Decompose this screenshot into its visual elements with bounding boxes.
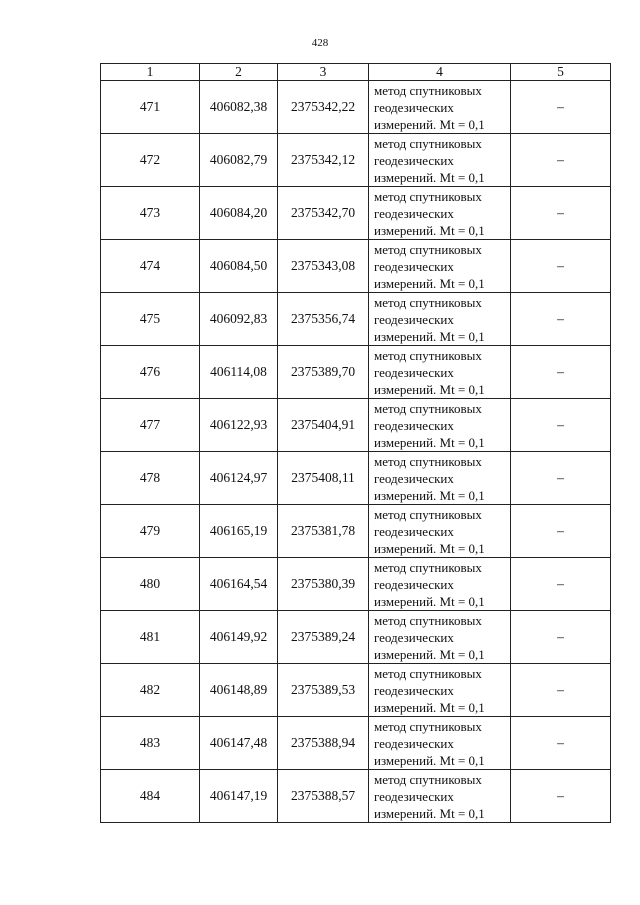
point-number-cell: 478 <box>101 452 200 505</box>
method-cell <box>369 240 511 293</box>
method-line-3: измерений. Mt = 0,1 <box>374 699 485 715</box>
method-line-1: метод спутниковых <box>374 188 482 204</box>
x-coordinate-cell: 406148,89 <box>200 664 278 717</box>
method-cell <box>369 399 511 452</box>
x-coordinate-cell: 406114,08 <box>200 346 278 399</box>
coordinates-table <box>100 63 611 823</box>
point-number-cell: 484 <box>101 770 200 823</box>
point-number-cell: 473 <box>101 187 200 240</box>
page-number: 428 <box>311 37 329 49</box>
header-col-1: 1 <box>101 64 200 81</box>
point-number-cell: 475 <box>101 293 200 346</box>
y-coordinate-cell: 2375380,39 <box>278 558 369 611</box>
method-line-3: измерений. Mt = 0,1 <box>374 646 485 662</box>
x-coordinate-cell: 406164,54 <box>200 558 278 611</box>
method-line-2: геодезических <box>374 417 454 433</box>
note-cell: – <box>511 717 611 770</box>
x-coordinate-cell: 406084,50 <box>200 240 278 293</box>
method-line-2: геодезических <box>374 152 454 168</box>
method-line-1: метод спутниковых <box>374 241 482 257</box>
table-row <box>101 240 611 293</box>
method-line-3: измерений. Mt = 0,1 <box>374 169 485 185</box>
y-coordinate-cell: 2375388,94 <box>278 717 369 770</box>
note-cell: – <box>511 505 611 558</box>
x-coordinate-cell: 406084,20 <box>200 187 278 240</box>
method-line-1: метод спутниковых <box>374 453 482 469</box>
point-number-cell: 482 <box>101 664 200 717</box>
method-cell <box>369 134 511 187</box>
point-number-cell: 479 <box>101 505 200 558</box>
method-line-1: метод спутниковых <box>374 718 482 734</box>
x-coordinate-cell: 406082,79 <box>200 134 278 187</box>
header-col-5: 5 <box>511 64 611 81</box>
method-line-1: метод спутниковых <box>374 506 482 522</box>
table-row <box>101 134 611 187</box>
point-number-cell: 481 <box>101 611 200 664</box>
method-line-2: геодезических <box>374 311 454 327</box>
method-line-1: метод спутниковых <box>374 665 482 681</box>
note-cell: – <box>511 346 611 399</box>
y-coordinate-cell: 2375342,70 <box>278 187 369 240</box>
method-cell <box>369 611 511 664</box>
note-cell: – <box>511 558 611 611</box>
y-coordinate-cell: 2375343,08 <box>278 240 369 293</box>
note-cell: – <box>511 611 611 664</box>
method-line-1: метод спутниковых <box>374 347 482 363</box>
method-cell <box>369 717 511 770</box>
method-line-2: геодезических <box>374 470 454 486</box>
method-line-3: измерений. Mt = 0,1 <box>374 540 485 556</box>
point-number-cell: 477 <box>101 399 200 452</box>
table-row <box>101 293 611 346</box>
method-line-1: метод спутниковых <box>374 771 482 787</box>
x-coordinate-cell: 406147,19 <box>200 770 278 823</box>
y-coordinate-cell: 2375388,57 <box>278 770 369 823</box>
y-coordinate-cell: 2375389,53 <box>278 664 369 717</box>
method-line-2: геодезических <box>374 99 454 115</box>
y-coordinate-cell: 2375356,74 <box>278 293 369 346</box>
table-row <box>101 558 611 611</box>
method-cell <box>369 558 511 611</box>
table-header <box>101 64 611 81</box>
method-line-2: геодезических <box>374 735 454 751</box>
point-number-cell: 472 <box>101 134 200 187</box>
method-line-2: геодезических <box>374 523 454 539</box>
note-cell: – <box>511 399 611 452</box>
point-number-cell: 476 <box>101 346 200 399</box>
method-line-1: метод спутниковых <box>374 135 482 151</box>
method-line-3: измерений. Mt = 0,1 <box>374 222 485 238</box>
table-row <box>101 81 611 134</box>
x-coordinate-cell: 406092,83 <box>200 293 278 346</box>
method-cell <box>369 293 511 346</box>
method-cell <box>369 505 511 558</box>
table-row <box>101 346 611 399</box>
header-col-2: 2 <box>200 64 278 81</box>
y-coordinate-cell: 2375408,11 <box>278 452 369 505</box>
table-row <box>101 505 611 558</box>
method-line-1: метод спутниковых <box>374 82 482 98</box>
method-line-3: измерений. Mt = 0,1 <box>374 805 485 821</box>
table-row <box>101 452 611 505</box>
table-row <box>101 717 611 770</box>
header-col-3: 3 <box>278 64 369 81</box>
table-row <box>101 611 611 664</box>
x-coordinate-cell: 406082,38 <box>200 81 278 134</box>
x-coordinate-cell: 406147,48 <box>200 717 278 770</box>
method-line-2: геодезических <box>374 205 454 221</box>
method-line-2: геодезических <box>374 258 454 274</box>
point-number-cell: 483 <box>101 717 200 770</box>
note-cell: – <box>511 293 611 346</box>
header-row <box>101 64 611 81</box>
method-line-1: метод спутниковых <box>374 559 482 575</box>
method-line-2: геодезических <box>374 576 454 592</box>
table-body <box>101 81 611 823</box>
method-line-3: измерений. Mt = 0,1 <box>374 434 485 450</box>
note-cell: – <box>511 187 611 240</box>
table-row <box>101 770 611 823</box>
x-coordinate-cell: 406149,92 <box>200 611 278 664</box>
method-line-2: геодезических <box>374 629 454 645</box>
point-number-cell: 474 <box>101 240 200 293</box>
method-line-2: геодезических <box>374 682 454 698</box>
note-cell: – <box>511 240 611 293</box>
point-number-cell: 480 <box>101 558 200 611</box>
method-line-2: геодезических <box>374 364 454 380</box>
x-coordinate-cell: 406165,19 <box>200 505 278 558</box>
method-cell <box>369 81 511 134</box>
note-cell: – <box>511 81 611 134</box>
note-cell: – <box>511 664 611 717</box>
method-line-3: измерений. Mt = 0,1 <box>374 275 485 291</box>
method-line-3: измерений. Mt = 0,1 <box>374 487 485 503</box>
method-line-3: измерений. Mt = 0,1 <box>374 593 485 609</box>
table-row <box>101 187 611 240</box>
y-coordinate-cell: 2375389,24 <box>278 611 369 664</box>
note-cell: – <box>511 134 611 187</box>
method-line-3: измерений. Mt = 0,1 <box>374 752 485 768</box>
table-row <box>101 399 611 452</box>
method-line-1: метод спутниковых <box>374 400 482 416</box>
method-cell <box>369 346 511 399</box>
x-coordinate-cell: 406122,93 <box>200 399 278 452</box>
y-coordinate-cell: 2375404,91 <box>278 399 369 452</box>
method-line-3: измерений. Mt = 0,1 <box>374 328 485 344</box>
method-cell <box>369 770 511 823</box>
table-row <box>101 664 611 717</box>
x-coordinate-cell: 406124,97 <box>200 452 278 505</box>
method-line-2: геодезических <box>374 788 454 804</box>
method-cell <box>369 452 511 505</box>
method-cell <box>369 664 511 717</box>
y-coordinate-cell: 2375389,70 <box>278 346 369 399</box>
method-line-1: метод спутниковых <box>374 612 482 628</box>
point-number-cell: 471 <box>101 81 200 134</box>
y-coordinate-cell: 2375381,78 <box>278 505 369 558</box>
method-line-3: измерений. Mt = 0,1 <box>374 381 485 397</box>
header-col-4: 4 <box>369 64 511 81</box>
y-coordinate-cell: 2375342,12 <box>278 134 369 187</box>
method-cell <box>369 187 511 240</box>
method-line-1: метод спутниковых <box>374 294 482 310</box>
method-line-3: измерений. Mt = 0,1 <box>374 116 485 132</box>
note-cell: – <box>511 770 611 823</box>
note-cell: – <box>511 452 611 505</box>
y-coordinate-cell: 2375342,22 <box>278 81 369 134</box>
